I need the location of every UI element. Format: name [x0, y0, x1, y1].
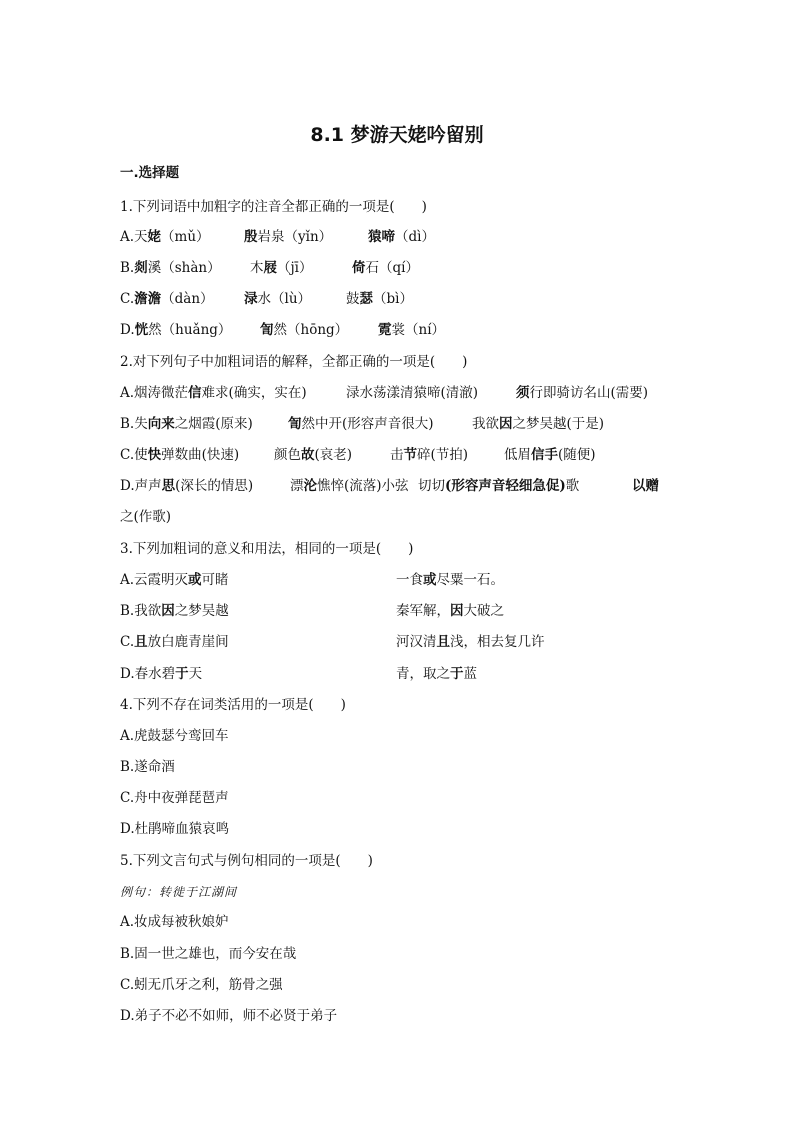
- q5-example: 例句：转徙于江湖间: [120, 885, 238, 899]
- page-title: 8.1 梦游天姥吟留别: [310, 124, 484, 146]
- document-page: 8.1 梦游天姥吟留别 一.选择题 1.下列词语中加粗字的注音全都正确的一项是( ) A.天姥（mǔ） 殷岩泉（yǐn） 猿啼（dì） B.剡溪（shàn） 木屐（jī） 倚石（qí） C.澹澹（dàn） 渌水（lù） 鼓瑟（bì） D.恍然（huǎng） 訇然（hōng） 霓裳（ní） 2.对下列句子中加粗词语的解释，全都正确的一项是( ) A.烟涛微茫信难求(确实，实在) 渌水荡漾清猿啼(清澈) 须行即骑访名山(需要) B.失向来之烟霞(原来) 訇然中开(形容声音很大) 我欲因之梦吴越(于是) C.使快弹数曲(快速) 颜色故(哀老) 击节碎(节拍) 低眉信手(随便) D.声声思(深长的情思) 漂沦憔悴(流落)小弦 切切(形容声音轻细急促)歌 以赠 之(作歌) 3.下列加粗词的意义和用法，相同的一项是( ) A.云霞明灭或可睹 一食或尽粟一石。 B.我欲因之梦吴越 秦军解，因大破之 C.且放白鹿青崖间 河汉清且浅，相去复几许 D.春水碧于天 青，取之于蓝 4.下列不存在词类活用的一项是( ) A.虎鼓瑟兮鸾回车 B.遂命酒 C.舟中夜弹琵琶声 D.杜鹃啼血猿哀鸣 5.下列文言句式与例句相同的一项是( ) 例句：转徙于江湖间 A.妆成每被秋娘妒 B.固一世之雄也，而今安在哉 C.蚓无爪牙之利，筋骨之强 D.弟子不必不如师，师不必贤于弟子: [0, 0, 794, 1123]
- q5-option-a: A.妆成每被秋娘妒: [120, 914, 229, 930]
- q3-stem: 3.下列加粗词的意义和用法，相同的一项是( ): [120, 541, 414, 557]
- q5-option-c: C.蚓无爪牙之利，筋骨之强: [120, 977, 283, 993]
- q4-stem: 4.下列不存在词类活用的一项是( ): [120, 697, 346, 713]
- q2-option-d-cont: 之(作歌): [120, 509, 172, 525]
- q4-option-d: D.杜鹃啼血猿哀鸣: [120, 821, 230, 837]
- q5-stem: 5.下列文言句式与例句相同的一项是( ): [120, 853, 373, 869]
- q4-option-b: B.遂命酒: [120, 759, 175, 775]
- q2-stem: 2.对下列句子中加粗词语的解释，全都正确的一项是( ): [120, 354, 468, 370]
- q1-stem: 1.下列词语中加粗字的注音全都正确的一项是( ): [120, 199, 427, 215]
- q4-option-a: A.虎鼓瑟兮鸾回车: [120, 728, 229, 744]
- q5-option-b: B.固一世之雄也，而今安在哉: [120, 946, 297, 962]
- section-heading: 一.选择题: [120, 165, 180, 181]
- q4-option-c: C.舟中夜弹琵琶声: [120, 790, 229, 806]
- q5-option-d: D.弟子不必不如师，师不必贤于弟子: [120, 1008, 338, 1024]
